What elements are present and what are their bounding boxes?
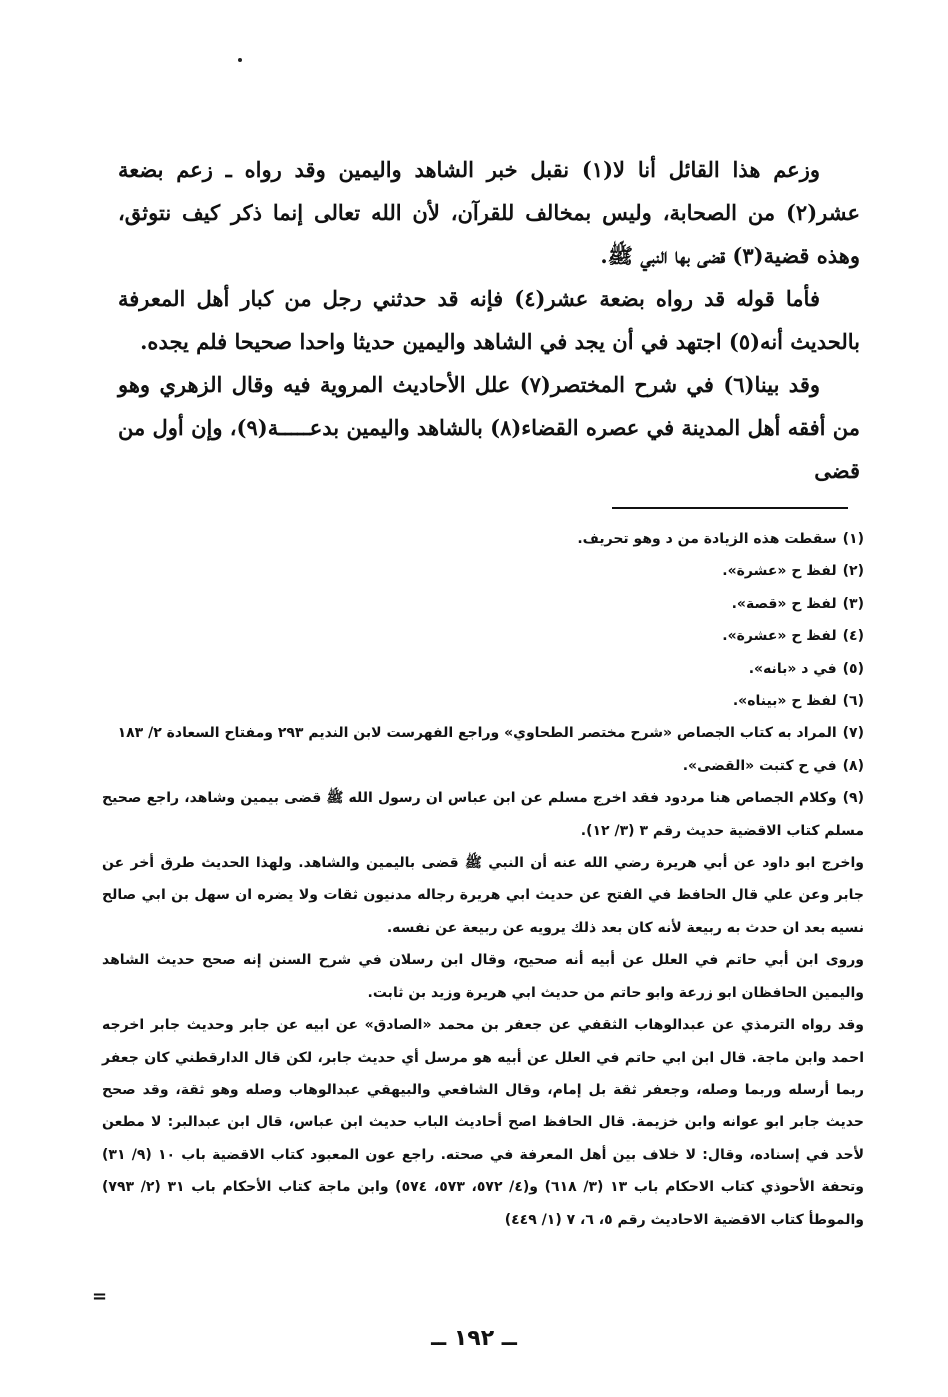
main-paragraph: وقد بينا(٦) في شرح المختصر(٧) علل الأحاديث المروية فيه وقال الزهري وهو من أفقه أهل المدينة في عصره القضاء(٨) بالشاهد واليمين بدعـــــة(٩)، وإن أول من قضى bbox=[117, 372, 860, 483]
footnote-text: في د «بانه». bbox=[748, 660, 837, 677]
footnote-number: (٢) bbox=[842, 563, 864, 580]
footnote bbox=[102, 685, 864, 717]
footnote-number: (٧) bbox=[842, 725, 864, 742]
footnote bbox=[102, 523, 864, 555]
footnote-number: (٥) bbox=[842, 660, 864, 677]
page-number: ــ ١٩٢ ــ bbox=[431, 1326, 517, 1351]
speck-mark bbox=[238, 58, 242, 62]
footnote-continuation: وروى ابن أبي حاتم في العلل عن أبيه أنه صحيح، وقال ابن رسلان في شرح السنن إنه صحح حديث الشاهد واليمين الحافظان ابو زرعة وابو حاتم من حديث ابي هريرة وزيد بن ثابت. bbox=[102, 952, 864, 1001]
footnotes-block bbox=[102, 523, 864, 1236]
main-paragraph: وزعم هذا القائل أنا لا(١) نقبل خبر الشاهد واليمين وقد رواه ـ زعم بضعة عشر(٢) من الصحابة، وليس بمخالف للقرآن، لأن الله تعالى إنما ذكر كيف نتوثق، وهذه قضية(٣) قضى بها النبي ﷺ. bbox=[118, 157, 860, 268]
footnote-number: (٨) bbox=[842, 757, 864, 774]
footnote-text: سقطت هذه الزيادة من د وهو تحريف. bbox=[577, 531, 837, 547]
main-text-block bbox=[118, 148, 860, 492]
footnote-text: في ح كتبت «القضى». bbox=[682, 757, 837, 774]
footnote bbox=[102, 782, 864, 847]
footnote-number: (٩) bbox=[842, 790, 864, 807]
main-paragraph: فأما قوله قد رواه بضعة عشر(٤) فإنه قد حدثني رجل من كبار أهل المعرفة بالحديث أنه(٥) اجتهد في أن يجد في الشاهد واليمين حديثا واحدا صحيحا فلم يجده. bbox=[118, 286, 860, 354]
footnote-number: (٤) bbox=[842, 628, 864, 645]
footnote-text: لفظ ح «قصة». bbox=[731, 595, 837, 612]
footnote bbox=[102, 653, 864, 685]
footnote bbox=[102, 588, 864, 620]
footnote-text: لفظ ح «عشرة». bbox=[722, 563, 837, 580]
footnote-continuation: واخرج ابو داود عن أبي هريرة رضي الله عنه أن النبي ﷺ قضى باليمين والشاهد. ولهذا الحديث طرق أخر عن جابر وعن علي قال الحافظ في الفتح عن حديث ابي هريرة رجاله مدنيون ثقات ولا يضره ان سهل بن ابي صالح نسيه بعد ان حدث به ربيعة لأنه كان بعد ذلك يرويه عن ربيعة عن نفسه. bbox=[102, 855, 864, 936]
footnote bbox=[102, 620, 864, 652]
footnote bbox=[102, 750, 864, 782]
footnote-separator bbox=[612, 507, 848, 509]
footnote bbox=[102, 717, 864, 749]
footnote bbox=[102, 555, 864, 587]
footnote-text: لفظ ح «بيناه». bbox=[732, 693, 837, 710]
footnote-text: لفظ ح «عشرة». bbox=[722, 628, 837, 645]
footnote-continuation: وقد رواه الترمذي عن عبدالوهاب الثقفي عن جعفر بن محمد «الصادق» عن ابيه عن جابر وحديث جابر اخرجه احمد وابن ماجة. قال ابن ابي حاتم في العلل عن أبيه هو مرسل أي حديث جابر، لكن قال الدارقطني كان جعفر ربما أرسله وربما وصله، وجعفر ثقة بل إمام، وقال الشافعي والبيهقي عبدالوهاب وصله وهو ثقة، وقد صحح حديث جابر ابو عوانه وابن خزيمة. قال الحافظ اصح أحاديث الباب حديث ابن عباس، قال ابن عبدالبر: لا مطعن لأحد في إسناده، وقال: لا خلاف بين أهل المعرفة في صحته. راجع عون المعبود كتاب الاقضية باب ١٠ (٩/ ٣١) وتحفة الأحوذي كتاب الاحكام باب ١٣ (٣/ ٦١٨) و(٤/ ٥٧٢، ٥٧٣، ٥٧٤) وابن ماجة كتاب الأحكام باب ٣١ (٢/ ٧٩٣) والموطأ كتاب الاقضية الاحاديث رقم ٥، ٦، ٧ (١/ ٤٤٩) bbox=[102, 1017, 864, 1228]
footnote-text: وكلام الجصاص هنا مردود فقد اخرج مسلم عن ابن عباس ان رسول الله ﷺ قضى بيمين وشاهد، راجع صحيح مسلم كتاب الاقضية حديث رقم ٣ (٣/ ١٢). bbox=[102, 790, 864, 839]
footnote-text: المراد به كتاب الجصاص «شرح مختصر الطحاوي» وراجع الفهرست لابن النديم ٢٩٣ ومفتاح السعادة ٢/ ١٨٣ bbox=[117, 725, 837, 742]
footnote-number: (١) bbox=[842, 531, 864, 547]
footnote-number: (٣) bbox=[842, 595, 864, 612]
continuation-mark: = bbox=[92, 1286, 108, 1307]
footnote-number: (٦) bbox=[842, 693, 864, 710]
